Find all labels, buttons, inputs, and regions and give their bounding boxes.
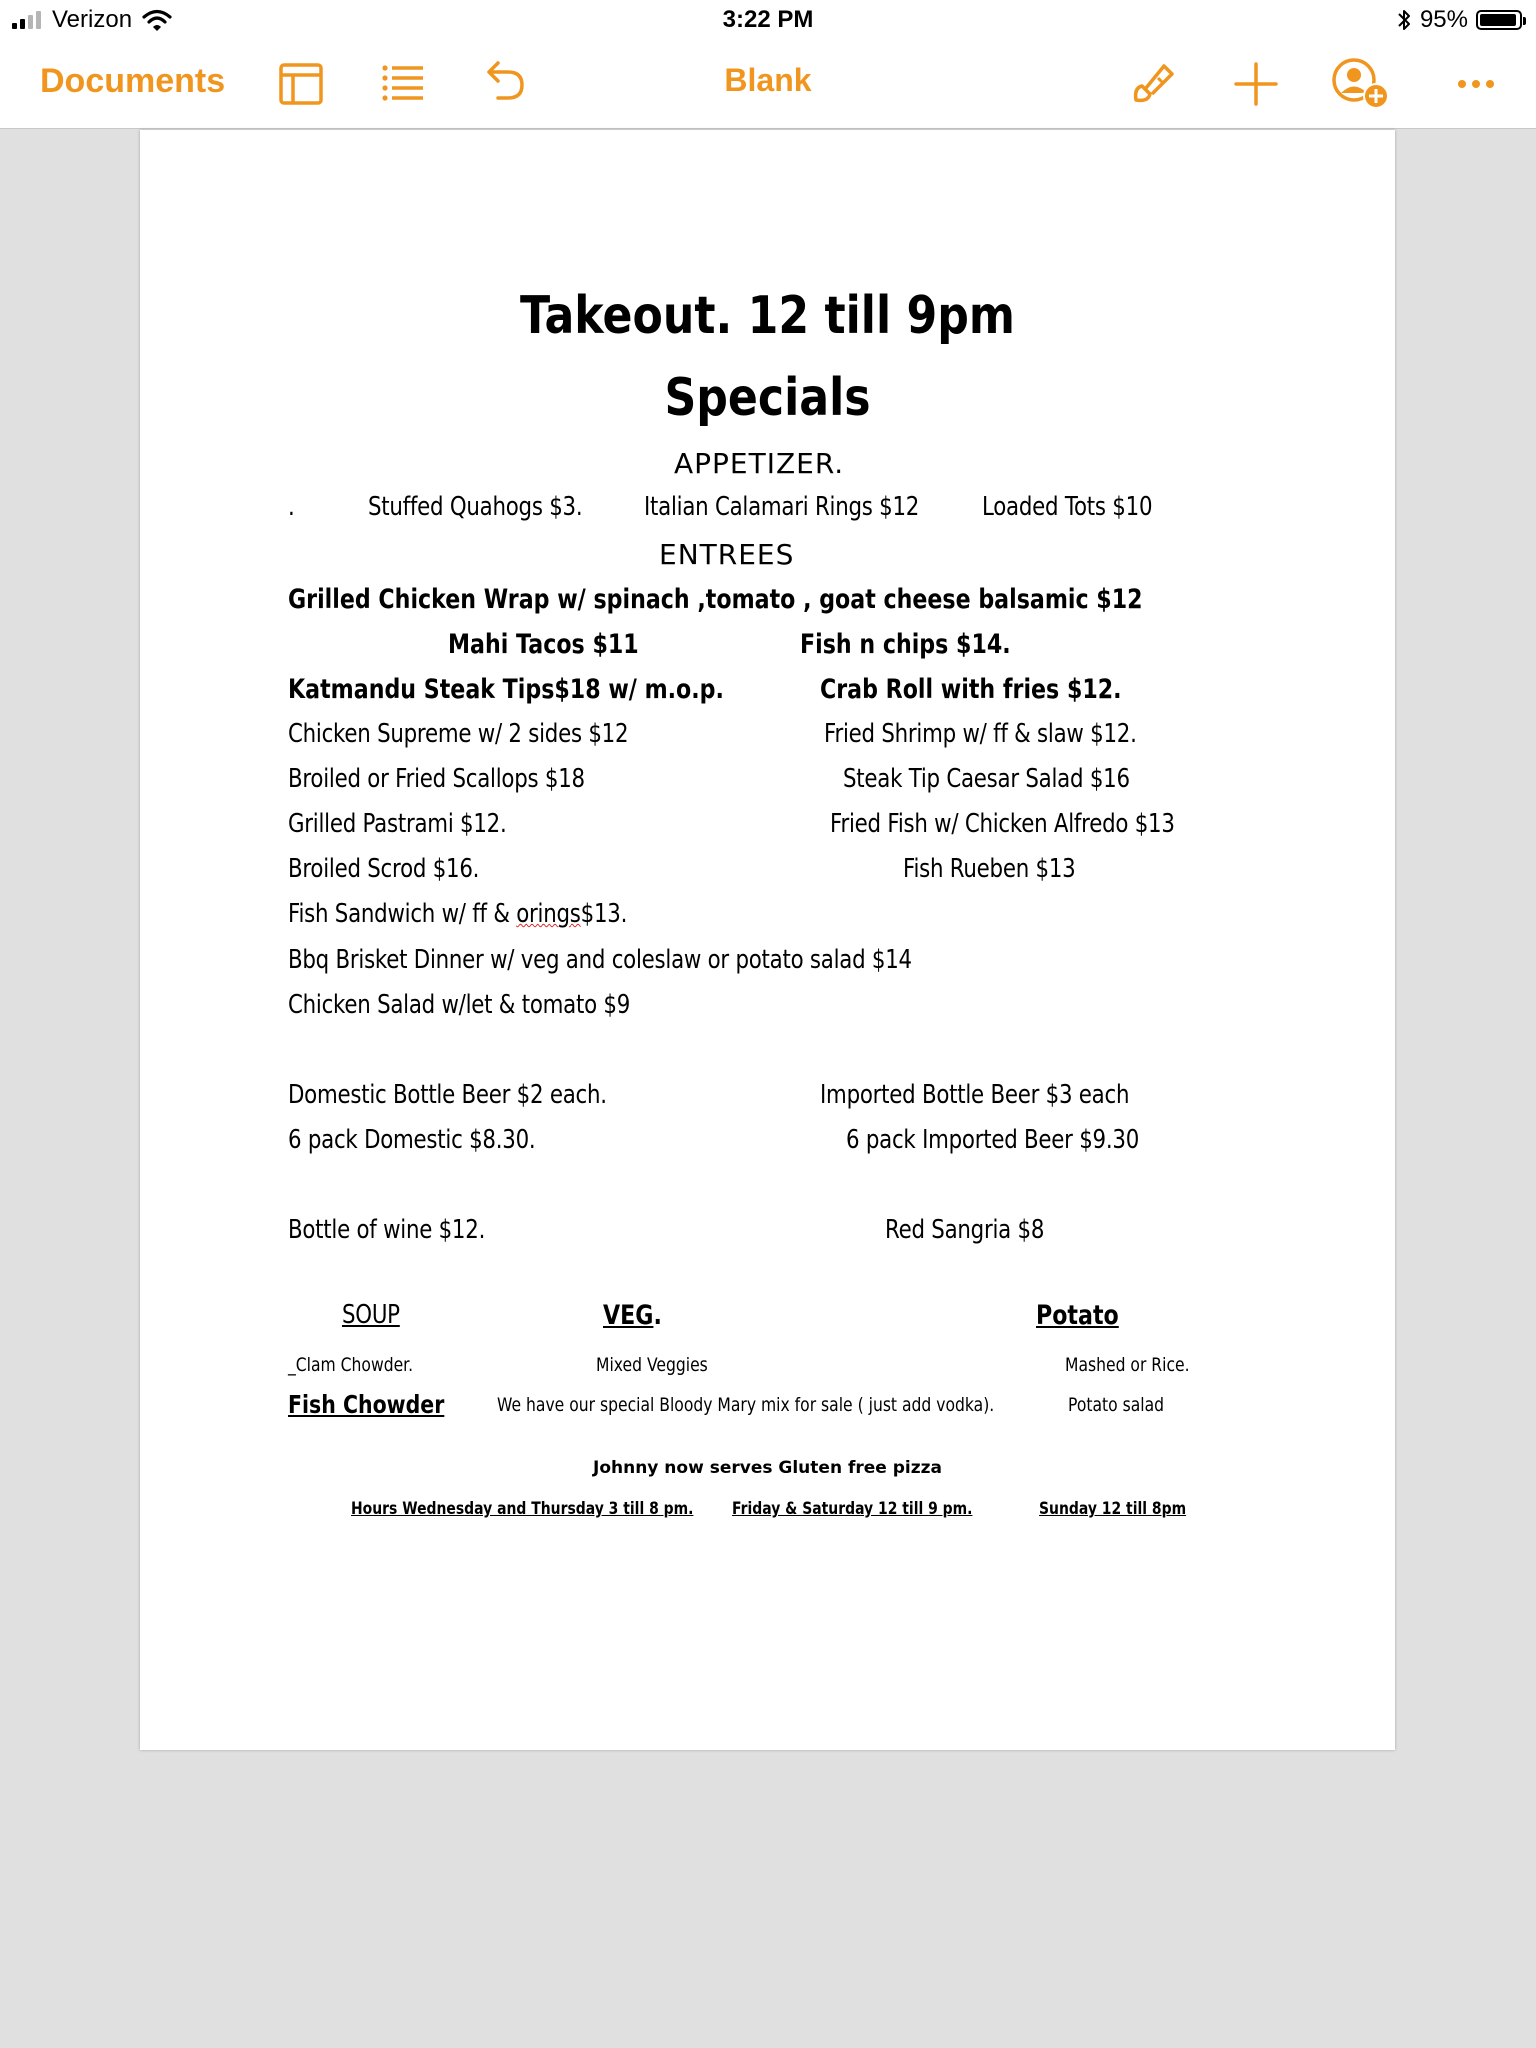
battery-icon [1476,10,1522,30]
collaborate-icon[interactable] [1332,58,1392,110]
doc-title: Takeout. 12 till 9pm [520,286,1015,346]
entree-item: Broiled or Fried Scallops $18 [288,764,585,794]
battery-fill [1480,14,1516,26]
entree-item: Fish n chips $14. [800,629,1011,660]
document-page[interactable] [140,130,1395,1750]
misspelled-word[interactable]: orings [516,899,581,929]
hours-weekend: Friday & Saturday 12 till 9 pm. [732,1499,973,1519]
side-item: _Clam Chowder. [288,1354,414,1376]
more-icon[interactable] [1450,58,1502,110]
appetizer-dot: . [288,492,295,522]
drink-item: Bottle of wine $12. [288,1215,486,1245]
hours-sunday: Sunday 12 till 8pm [1039,1499,1187,1519]
bloody-mary-note: We have our special Bloody Mary mix for sale ( just add vodka). [497,1394,995,1416]
appetizer-item: Stuffed Quahogs $3. [368,492,583,522]
side-item: Potato salad [1068,1394,1165,1416]
fish-sandwich-price: $13. [580,899,628,929]
entree-item: Fried Fish w/ Chicken Alfredo $13 [830,809,1175,839]
documents-button[interactable]: Documents [40,62,226,100]
entree-item: Mahi Tacos $11 [448,629,639,660]
entrees-heading: ENTREES [659,538,795,571]
entree-item: Katmandu Steak Tips$18 w/ m.o.p. [288,674,724,705]
status-right [1396,6,1522,34]
side-item: Mixed Veggies [596,1354,708,1376]
drink-item: Domestic Bottle Beer $2 each. [288,1080,607,1110]
clock: 3:22 PM [722,6,814,33]
entree-item: Crab Roll with fries $12. [820,674,1122,705]
soup-heading: SOUP [342,1300,400,1330]
drink-item: 6 pack Domestic $8.30. [288,1125,536,1155]
status-bar [0,0,1536,40]
sidebar-icon[interactable] [276,58,328,110]
drink-item: Red Sangria $8 [885,1215,1045,1245]
battery-nub [1523,17,1526,25]
entree-item: Broiled Scrod $16. [288,854,480,884]
fish-sandwich-text: Fish Sandwich w/ ff & [288,899,517,929]
entree-item: Chicken Salad w/let & tomato $9 [288,990,631,1020]
appetizer-item: Italian Calamari Rings $12 [644,492,920,522]
doc-subtitle: Specials [664,368,871,428]
appetizer-item: Loaded Tots $10 [982,492,1153,522]
potato-heading: Potato [1036,1300,1119,1331]
add-icon[interactable] [1230,58,1282,110]
side-item: Fish Chowder [288,1390,445,1419]
drink-item: Imported Bottle Beer $3 each [820,1080,1130,1110]
veg-heading: VEG [603,1300,654,1331]
format-brush-icon[interactable] [1128,58,1180,110]
entree-item: Grilled Chicken Wrap w/ spinach ,tomato , goat cheese balsamic $12 [288,584,1143,615]
entree-item: Bbq Brisket Dinner w/ veg and coleslaw or potato salad $14 [288,945,912,975]
entree-item: Fish Rueben $13 [903,854,1076,884]
toolbar [0,40,1536,129]
entree-item: Steak Tip Caesar Salad $16 [843,764,1130,794]
appetizer-heading: APPETIZER. [674,447,845,480]
veg-heading-group [603,1300,662,1331]
veg-heading-period: . [653,1300,662,1331]
entree-item: Fried Shrimp w/ ff & slaw $12. [824,719,1137,749]
bluetooth-icon [1396,8,1412,32]
carrier-label: Verizon [52,6,133,33]
battery-percent: 95% [1419,6,1468,33]
entree-item: Chicken Supreme w/ 2 sides $12 [288,719,629,749]
entree-item [288,899,627,929]
document-title[interactable]: Blank [724,62,812,98]
hours-weekday: Hours Wednesday and Thursday 3 till 8 pm. [351,1499,694,1519]
undo-icon[interactable] [480,58,532,110]
entree-item: Grilled Pastrami $12. [288,809,507,839]
side-item: Mashed or Rice. [1065,1354,1190,1376]
list-icon[interactable] [378,58,430,110]
drink-item: 6 pack Imported Beer $9.30 [846,1125,1140,1155]
gluten-note: Johnny now serves Gluten free pizza [593,1458,942,1478]
